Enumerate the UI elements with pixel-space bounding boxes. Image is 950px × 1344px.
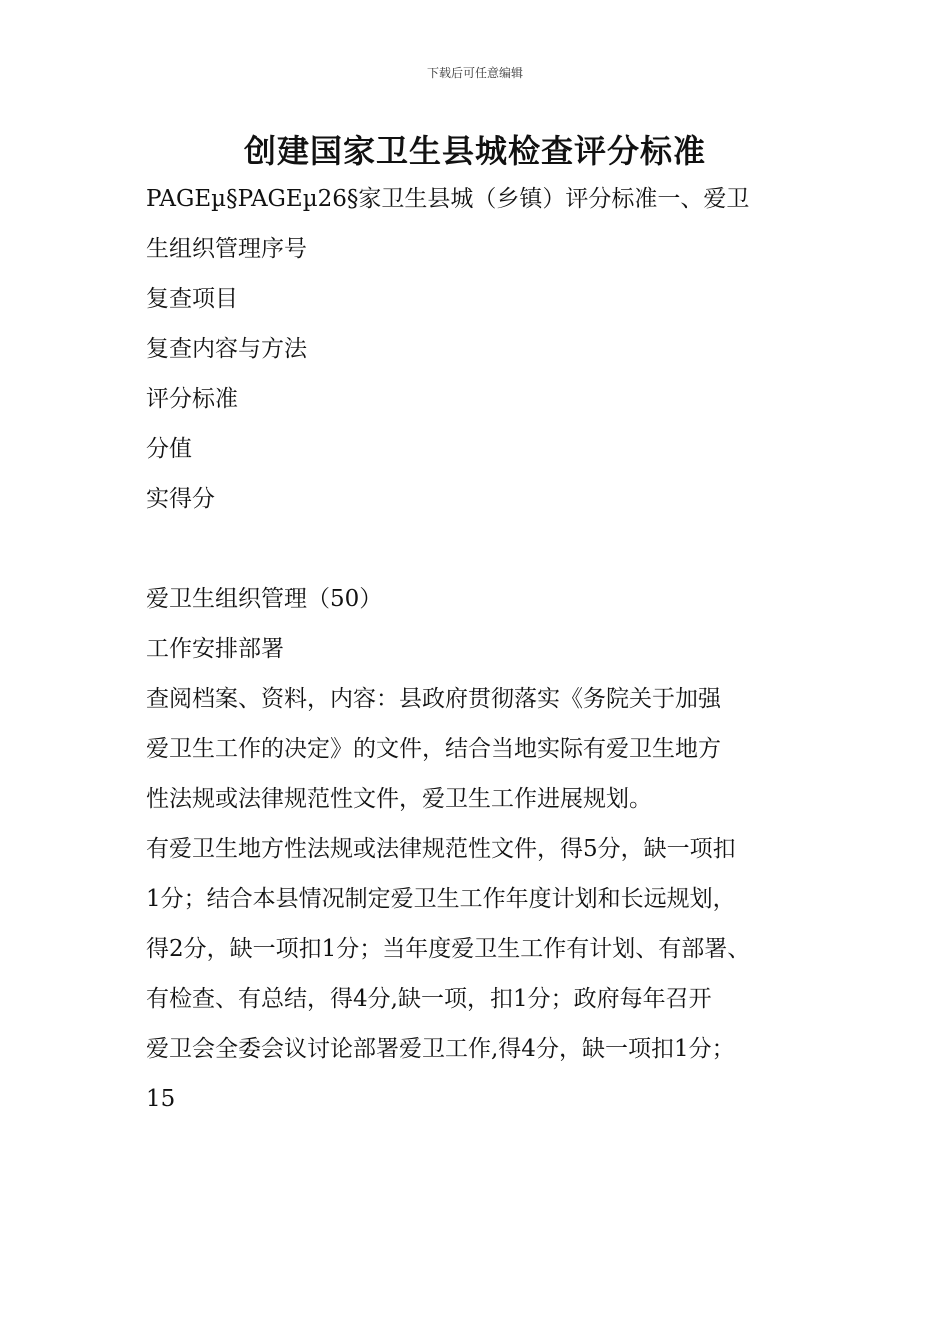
blank-line: [146, 524, 836, 574]
body-line-13: 性法规或法律规范性文件，爱卫生工作进展规划。: [146, 786, 652, 812]
header-note: 下载后可任意编辑: [426, 66, 523, 80]
body-line-19: 15: [146, 1086, 176, 1112]
body-line-14: 有爱卫生地方性法规或法律规范性文件，得5分，缺一项扣: [146, 836, 736, 862]
body-line-7: 实得分: [146, 486, 215, 512]
body-line-1: PAGEµ§PAGEµ26§家卫生县城（乡镇）评分标准一、爱卫: [146, 186, 750, 212]
body-line-16: 得2分，缺一项扣1分；当年度爱卫生工作有计划、有部署、: [146, 936, 751, 962]
body-line-12: 爱卫生工作的决定》的文件，结合当地实际有爱卫生地方: [146, 736, 721, 762]
body-line-15: 1分；结合本县情况制定爱卫生工作年度计划和长远规划，: [146, 886, 736, 912]
body-line-9: 爱卫生组织管理（50）: [146, 586, 383, 612]
body-line-10: 工作安排部署: [146, 636, 284, 662]
body-line-3: 复查项目: [146, 286, 238, 312]
body-line-18: 爱卫会全委会议讨论部署爱卫工作,得4分，缺一项扣1分；: [146, 1036, 735, 1062]
body-line-2: 生组织管理序号: [146, 236, 307, 262]
body-line-4: 复查内容与方法: [146, 336, 307, 362]
body-line-5: 评分标准: [146, 386, 238, 412]
body-line-17: 有检查、有总结，得4分,缺一项，扣1分；政府每年召开: [146, 986, 712, 1012]
body-line-6: 分值: [146, 436, 192, 462]
body-line-11: 查阅档案、资料，内容：县政府贯彻落实《务院关于加强: [146, 686, 721, 712]
document-body: [146, 174, 836, 1124]
document-title: 创建国家卫生县城检查评分标准: [243, 132, 706, 170]
